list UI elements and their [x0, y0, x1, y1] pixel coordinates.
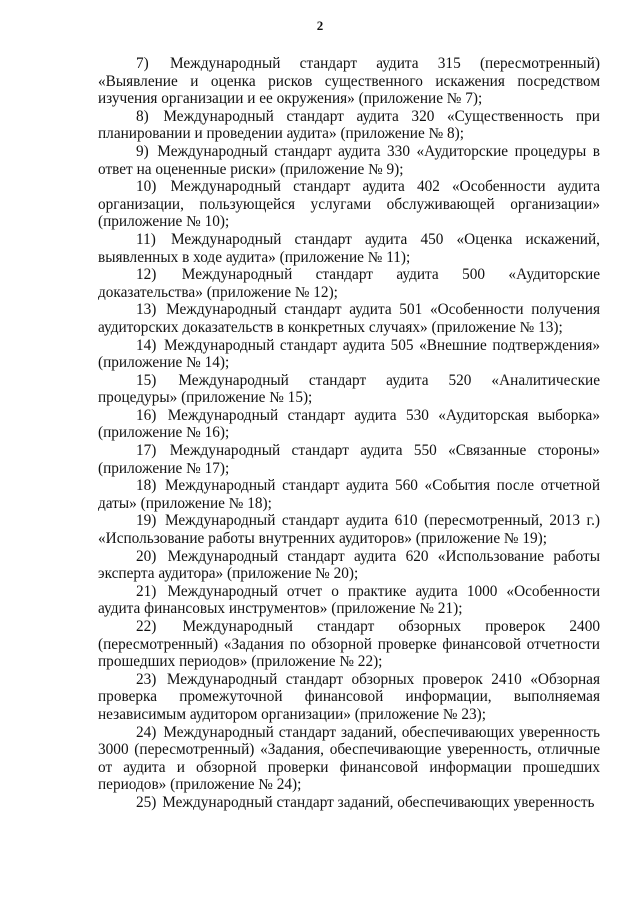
list-item-text: ответ на оцененные риски» (приложение № 9); — [98, 160, 404, 178]
list-item-first-line — [98, 442, 600, 460]
list-item-first-line — [98, 301, 600, 319]
list-item-line — [98, 196, 600, 214]
list-item-first-line — [98, 724, 600, 742]
list-item-text: Международный стандарт аудита 500 «Аудиторские — [181, 266, 600, 284]
list-item-number: 24) — [136, 723, 157, 741]
list-item-line — [98, 759, 600, 777]
list-item-text: Международный стандарт аудита 450 «Оценка искажений, — [170, 230, 600, 248]
list-item-first-line — [98, 108, 600, 126]
list-item-text: Международный отчет о практике аудита 1000 «Особенности — [167, 582, 601, 600]
list-item-first-line — [98, 671, 600, 689]
list-item-number: 13) — [136, 301, 157, 319]
list-item-number: 10) — [136, 178, 157, 196]
list-item-number: 17) — [136, 442, 157, 460]
list-item — [98, 618, 600, 671]
list-item-text: выявленных в ходе аудита» (приложение № 11); — [98, 248, 411, 266]
list-item-text: Международный стандарт аудита 550 «Связанные стороны» — [169, 442, 601, 460]
list-item-text: (приложение № 10); — [98, 213, 230, 231]
list-item-text: (приложение № 14); — [98, 354, 230, 372]
list-item — [98, 512, 600, 547]
list-item-first-line — [98, 266, 600, 284]
list-item-first-line — [98, 477, 600, 495]
list-item-line — [98, 706, 600, 724]
list-item-line — [98, 424, 600, 442]
list-item — [98, 407, 600, 442]
list-item-number: 12) — [136, 266, 157, 284]
list-item-line — [98, 284, 600, 302]
list-item-first-line — [98, 548, 600, 566]
list-item-number: 9) — [136, 142, 149, 160]
list-item-text: независимым аудитором организации» (приложение № 23); — [98, 705, 486, 723]
list-item-text: даты» (приложение № 18); — [98, 494, 272, 512]
list-item-number: 20) — [136, 547, 157, 565]
list-item-first-line — [98, 407, 600, 425]
list-item-text: Международный стандарт аудита 520 «Аналитические — [178, 371, 600, 389]
list-item-line — [98, 741, 600, 759]
list-item — [98, 671, 600, 724]
list-item-line — [98, 161, 600, 179]
list-item-text: от аудита и обзорной проверки финансовой информации прошедших — [98, 758, 600, 776]
list-item-first-line — [98, 618, 600, 636]
list-item-line — [98, 688, 600, 706]
list-item-text: (приложение № 17); — [98, 459, 230, 477]
page-number: 2 — [316, 18, 324, 33]
list-item — [98, 372, 600, 407]
list-item-text: Международный стандарт аудита 315 (пересмотренный) — [169, 55, 600, 72]
list-item-number: 11) — [136, 230, 156, 248]
list-item-number: 19) — [136, 512, 157, 530]
list-item-line — [98, 354, 600, 372]
list-item-line — [98, 600, 600, 618]
list-item-first-line — [98, 178, 600, 196]
list-item-first-line — [98, 337, 600, 355]
list-item-text: аудита финансовых инструментов» (приложение № 21); — [98, 600, 463, 618]
list-item — [98, 178, 600, 231]
list-item-line — [98, 90, 600, 108]
list-item-line — [98, 213, 600, 231]
list-item-first-line — [98, 583, 600, 601]
list-item-number: 16) — [136, 406, 157, 424]
list-item — [98, 583, 600, 618]
list-item-first-line — [98, 512, 600, 530]
list-item-line — [98, 530, 600, 548]
list-item-line — [98, 73, 600, 91]
list-item-text: Международный стандарт аудита 402 «Особенности аудита — [170, 178, 600, 196]
list-item-first-line — [98, 794, 600, 812]
list-item-line — [98, 565, 600, 583]
list-item-first-line — [98, 231, 600, 249]
list-item — [98, 143, 600, 178]
list-item-number: 14) — [136, 336, 157, 354]
list-item-line — [98, 319, 600, 337]
list-item-number: 21) — [136, 582, 157, 600]
list-item-text: Международный стандарт аудита 560 «События после отчетной — [165, 477, 601, 495]
list-item-number: 7) — [136, 55, 149, 72]
list-item-text: Международный стандарт заданий, обеспечивающих уверенность — [162, 793, 595, 811]
list-item-text: периодов» (приложение № 24); — [98, 776, 302, 794]
list-item-text: Международный стандарт аудита 320 «Существенность при — [163, 107, 600, 125]
list-item-line — [98, 125, 600, 143]
list-item-first-line — [98, 372, 600, 390]
list-item-text: Международный стандарт обзорных проверок 2400 — [182, 618, 600, 635]
list-item-text: процедуры» (приложение № 15); — [98, 389, 313, 407]
list-item-first-line — [98, 143, 600, 161]
list-item-text: «Выявление и оценка рисков существенного искажения посредством — [98, 72, 600, 90]
list-item — [98, 548, 600, 583]
list-item-text: проверка промежуточной финансовой информации, выполняемая — [98, 688, 600, 706]
list-item-line — [98, 460, 600, 478]
list-item — [98, 794, 600, 812]
list-item — [98, 442, 600, 477]
list-item-text: Международный стандарт аудита 330 «Аудиторские процедуры в — [157, 142, 600, 160]
list-item-number: 23) — [136, 670, 157, 688]
list-item-number: 25) — [136, 793, 157, 811]
list-item — [98, 301, 600, 336]
list-item-text: «Использование работы внутренних аудиторов» (приложение № 19); — [98, 530, 547, 548]
list-item-line — [98, 249, 600, 267]
list-item — [98, 477, 600, 512]
list-item-line — [98, 653, 600, 671]
list-item-text: (приложение № 16); — [98, 424, 230, 442]
list-item-text: Международный стандарт аудита 505 «Внешние подтверждения» — [163, 336, 601, 354]
list-item-text: Международный стандарт аудита 530 «Аудиторская выборка» — [167, 406, 600, 424]
list-item-line — [98, 776, 600, 794]
list-item-text: Международный стандарт аудита 501 «Особенности получения — [166, 301, 601, 319]
list-item-number: 15) — [136, 371, 157, 389]
list-item-line — [98, 636, 600, 654]
document-body — [98, 55, 600, 812]
list-item — [98, 337, 600, 372]
list-item-text: планировании и проведении аудита» (приложение № 8); — [98, 125, 465, 143]
list-item-text: аудиторских доказательств в конкретных случаях» (приложение № 13); — [98, 318, 563, 336]
list-item-text: организации, пользующейся услугами обслуживающей организации» — [98, 195, 600, 213]
list-item — [98, 108, 600, 143]
list-item — [98, 55, 600, 108]
list-item-text: Международный стандарт обзорных проверок 2410 «Обзорная — [166, 670, 600, 688]
list-item-text: изучения организации и ее окружения» (приложение № 7); — [98, 90, 483, 108]
list-item — [98, 266, 600, 301]
list-item-text: эксперта аудитора» (приложение № 20); — [98, 565, 359, 583]
list-item — [98, 724, 600, 794]
list-item-text: прошедших периодов» (приложение № 22); — [98, 653, 383, 671]
list-item-text: 3000 (пересмотренный) «Задания, обеспечивающие уверенность, отличные — [98, 741, 600, 759]
list-item-first-line — [98, 55, 600, 73]
list-item-line — [98, 495, 600, 513]
list-item-text: Международный стандарт аудита 610 (пересмотренный, 2013 г.) — [164, 512, 600, 530]
list-item-text: (пересмотренный) «Задания по обзорной проверке финансовой отчетности — [98, 635, 600, 653]
list-item-text: доказательства» (приложение № 12); — [98, 283, 338, 301]
list-item — [98, 231, 600, 266]
list-item-text: Международный стандарт заданий, обеспечивающих уверенность — [163, 723, 601, 741]
list-item-line — [98, 389, 600, 407]
list-item-text: Международный стандарт аудита 620 «Использование работы — [167, 547, 600, 565]
list-item-number: 18) — [136, 477, 157, 495]
list-item-number: 22) — [136, 618, 157, 635]
list-item-number: 8) — [136, 107, 149, 125]
